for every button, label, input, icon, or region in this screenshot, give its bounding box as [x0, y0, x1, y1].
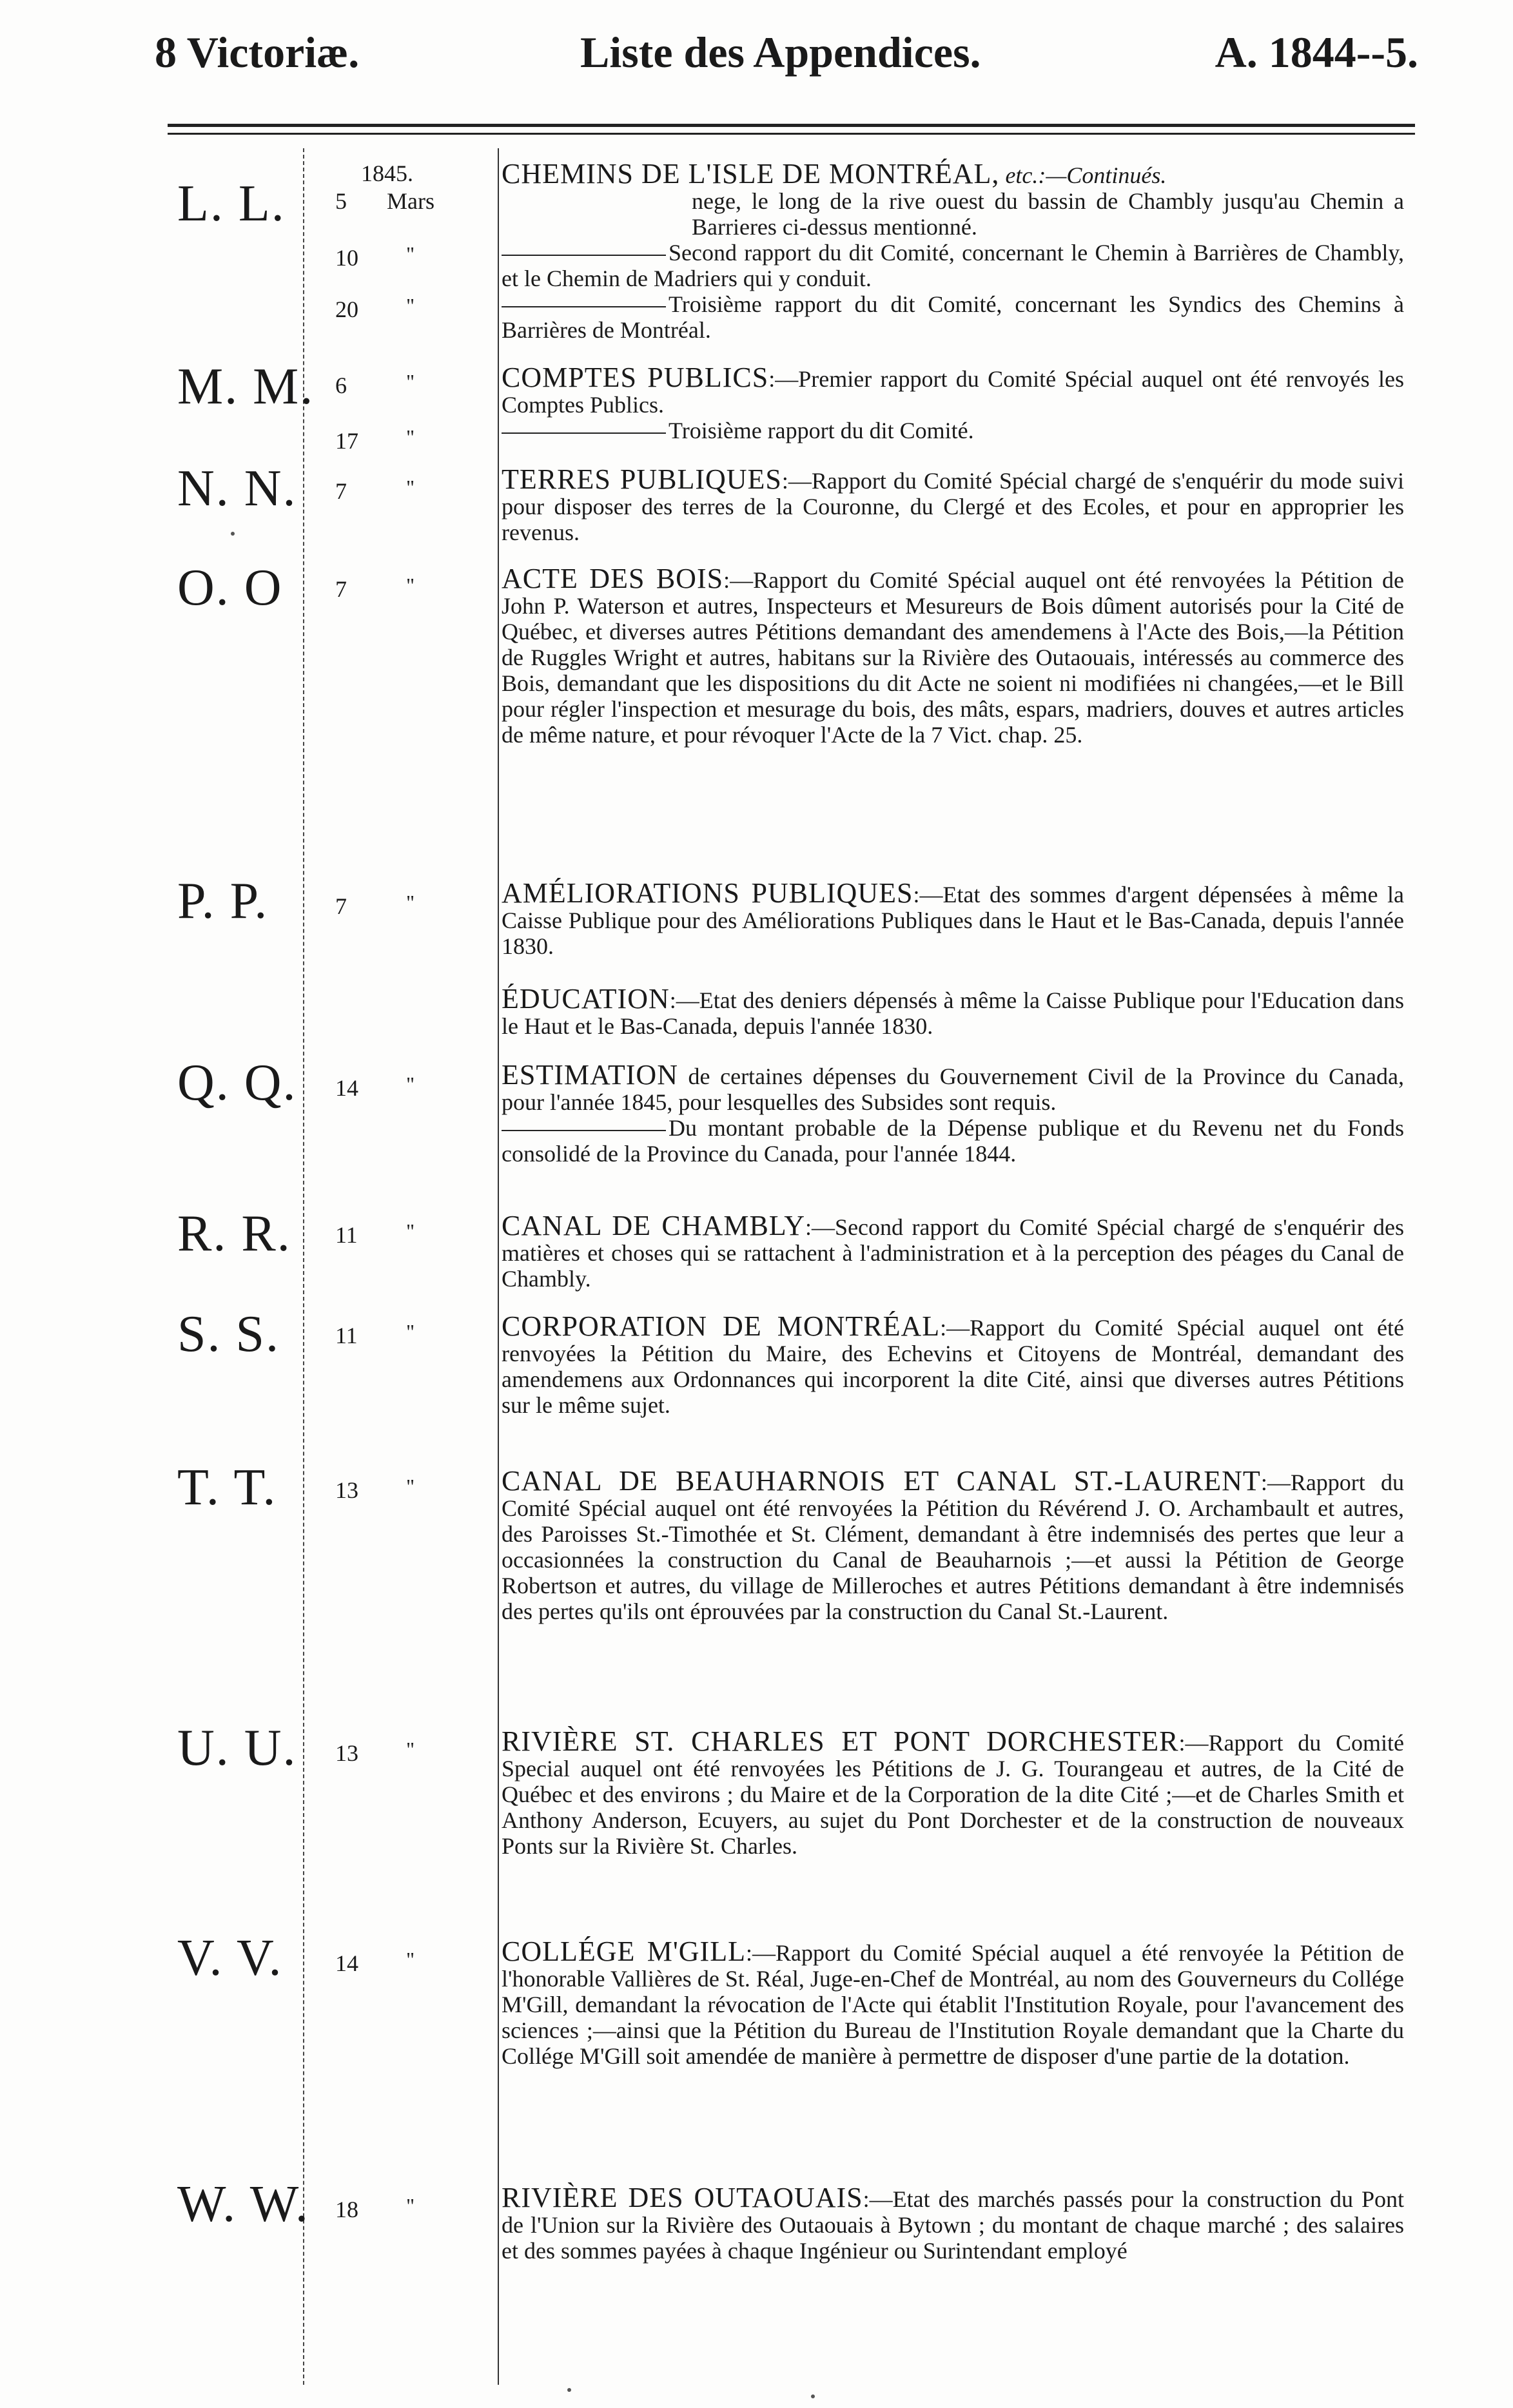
entry-line: :—Etat des sommes d'argent dépensées à même la Caisse Publique pour des Améliorations Publiques dans le Haut et le Bas-Canada, depuis l'année 1830. [502, 882, 1404, 959]
entry-text [502, 1059, 1404, 1167]
entry-text [502, 563, 1404, 748]
ink-spot [811, 2394, 815, 2398]
entry-line: :—Rapport du Comité Spécial auquel ont été renvoyées la Pétition du Révérend J. O. Archambault et autres, des Paroisses St.-Timothée et St. Clément, demandant à être indemnisés des pertes que leur a occasionnées la construction du Canal de Beauharnois ;—et aussi la Pétition de George Robertson et autres, du village de Milleroches et autres Pétitions demandant à être indemnisés des pertes qu'ils ont éprouvées par la construction du Canal St.-Laurent. [502, 1470, 1404, 1624]
entry-heading: CANAL DE BEAUHARNOIS ET CANAL ST.-LAURENT [502, 1465, 1261, 1497]
appendix-ref: W. W. [177, 2176, 309, 2233]
appendix-ref: S. S. [177, 1306, 280, 1363]
ditto-rule [502, 432, 666, 434]
entry-text [502, 1465, 1404, 1624]
header-rule-thin [168, 133, 1415, 135]
entry-heading-continued: etc.:—Continués. [1005, 162, 1167, 188]
entry-subitem [502, 291, 1404, 343]
entry-heading: CHEMINS DE L'ISLE DE MONTRÉAL, [502, 158, 1000, 189]
appendix-ref: P. P. [177, 873, 269, 929]
entry-month-ditto: " [406, 574, 415, 597]
entry-line: Troisième rapport du dit Comité. [669, 418, 974, 443]
entry-line: Du montant probable de la Dépense publique et du Revenu net du Fonds consolidé de la Province du Canada, pour l'année 1844. [502, 1115, 1404, 1167]
entry-heading: RIVIÈRE ST. CHARLES ET PONT DORCHESTER [502, 1725, 1179, 1757]
entry-month-ditto: " [406, 2194, 415, 2217]
appendix-ref: O. O [177, 559, 283, 616]
entry-day: 11 [335, 1323, 358, 1348]
entry-month-ditto: " [406, 891, 415, 914]
entry-month-ditto: " [406, 1475, 415, 1498]
appendix-ref: N. N. [177, 460, 297, 517]
ink-spot [567, 2388, 571, 2392]
entry-heading: CORPORATION DE MONTRÉAL [502, 1310, 941, 1342]
header-title: Liste des Appendices. [580, 28, 981, 77]
ditto-rule [502, 1130, 666, 1131]
entry-month-ditto: " [406, 242, 415, 266]
appendix-ref: L. L. [177, 175, 286, 232]
appendix-ref: Q. Q. [177, 1054, 297, 1111]
entry-day: 7 [335, 478, 347, 504]
entry-heading: CANAL DE CHAMBLY [502, 1210, 806, 1241]
ditto-rule [502, 255, 666, 256]
entry-line: Second rapport du dit Comité, concernant le Chemin à Barrières de Chambly, et le Chemin de Madriers qui y conduit. [502, 240, 1404, 291]
entry-day: 14 [335, 1950, 358, 1976]
entry-subitem [502, 240, 1404, 291]
entry-day: 5 [335, 188, 347, 214]
entry-text [502, 1210, 1405, 1292]
year-heading: 1845. [361, 160, 413, 186]
entry-month-ditto: " [406, 1738, 415, 1761]
entry-text [502, 362, 1404, 443]
entry-heading: TERRES PUBLIQUES [502, 463, 782, 495]
entry-text [502, 983, 1404, 1039]
entry-day: 11 [335, 1222, 358, 1248]
entry-line: :—Etat des deniers dépensés à même la Caisse Publique pour l'Education dans le Haut et le Bas-Canada, depuis l'année 1830. [502, 987, 1404, 1039]
appendix-ref: R. R. [177, 1205, 291, 1262]
entry-text [502, 2182, 1404, 2264]
appendix-ref: T. T. [177, 1459, 277, 1516]
entry-day: 10 [335, 245, 358, 271]
appendix-ref: V. V. [177, 1930, 283, 1986]
entry-day: 13 [335, 1740, 358, 1766]
entry-text [502, 877, 1404, 959]
entry-day: 7 [335, 576, 347, 602]
entry-heading: COLLÉGE M'GILL [502, 1936, 746, 1967]
entry-line: :—Rapport du Comité Spécial chargé de s'enquérir du mode suivi pour disposer des terres de la Couronne, du Clergé et des Ecoles, et pour en approprier les revenus. [502, 468, 1404, 545]
entry-line: :—Rapport du Comité Spécial auquel ont été renvoyées la Pétition du Maire, des Echevins et Citoyens de Montréal, demandant des amendemens aux Ordonnances qui incorporent la dite Cité, ainsi que diverses autres Pétitions sur le même sujet. [502, 1315, 1405, 1418]
entry-month-ditto: " [406, 370, 415, 393]
header-session: 8 Victoriæ. [155, 28, 360, 77]
entry-heading: ESTIMATION [502, 1059, 678, 1091]
entry-day: 20 [335, 296, 358, 322]
entry-day: 18 [335, 2197, 358, 2222]
entry-month-ditto: " [406, 294, 415, 317]
entry-line: :—Second rapport du Comité Spécial chargé de s'enquérir des matières et choses qui se rattachent à l'administration et à la perception des péages du Canal de Chambly. [502, 1214, 1405, 1292]
entry-text [502, 1936, 1404, 2069]
entry-text [502, 463, 1404, 545]
entry-month-ditto: " [406, 425, 415, 449]
entry-line: :—Premier rapport du Comité Spécial auquel ont été renvoyés les Comptes Publics. [502, 366, 1404, 418]
entry-line: :—Rapport du Comité Spécial auquel ont été renvoyées la Pétition de John P. Waterson et autres, Inspecteurs et Mesureurs de Bois dûment autorisés pour la Cité de Québec, et diverses autres Pétitions demandant des amendemens à l'Acte des Bois,—la Pétition de Ruggles Wright et autres, habitans sur la Rivière des Outaouais, intéressés au commerce des Bois, demandant que les dispositions du dit Acte ne soient ni modifiées ni changées,—et le Bill pour régler l'inspection et mesurage du bois, des mâts, espars, madriers, douves et autres articles de même nature, et pour révoquer l'Acte de la 7 Vict. chap. 25. [502, 567, 1404, 748]
header-rule-thick [168, 124, 1415, 127]
column-divider-dates [303, 148, 304, 2385]
entry-heading: AMÉLIORATIONS PUBLIQUES [502, 877, 913, 909]
entry-month: Mars [387, 188, 434, 214]
entry-month-ditto: " [406, 1073, 415, 1096]
entry-day: 6 [335, 373, 347, 398]
entry-line: :—Rapport du Comité Special auquel ont été renvoyées les Pétitions de J. G. Tourangeau et autres, de la Cité de Québec et des environs ; du Maire et de la Corporation de la dite Cité ;—et de Charles Smith et Anthony Anderson, Ecuyers, au sujet du Pont Dorchester et de la construction de nouveaux Ponts sur la Rivière St. Charles. [502, 1730, 1404, 1859]
entry-month-ditto: " [406, 1219, 415, 1243]
entry-month-ditto: " [406, 1948, 415, 1971]
entry-line: :—Rapport du Comité Spécial auquel a été renvoyée la Pétition de l'honorable Vallières de St. Réal, Juge-en-Chef de Montréal, au nom des Gouverneurs du Collége M'Gill, demandant la révocation de l'Acte qui établit l'Institution Royale, pour l'avancement des sciences ;—ainsi que la Pétition du Bureau de l'Institution Royale demandant que la Charte du Collége M'Gill soit amendée de manière à permettre de disposer d'une partie de la dotation. [502, 1940, 1404, 2069]
entry-subitem [502, 1115, 1404, 1167]
appendix-ref: U. U. [177, 1720, 297, 1776]
entry-line: Troisième rapport du dit Comité, concernant les Syndics des Chemins à Barrières de Montréal. [502, 291, 1404, 343]
entry-day: 17 [335, 428, 358, 454]
entry-subitem [502, 418, 1404, 443]
header-year: A. 1844--5. [1215, 28, 1418, 77]
entry-heading: RIVIÈRE DES OUTAOUAIS [502, 2182, 863, 2213]
entry-heading: ACTE DES BOIS [502, 563, 724, 594]
running-header [155, 27, 1418, 85]
entry-line: nege, le long de la rive ouest du bassin de Chambly jusqu'au Chemin a Barrieres ci-dessus mentionné. [692, 188, 1404, 240]
entry-heading: ÉDUCATION [502, 983, 670, 1015]
entry-month-ditto: " [406, 1320, 415, 1343]
entry-text [502, 158, 1404, 343]
entry-line: de certaines dépenses du Gouvernement Civil de la Province du Canada, pour l'année 1845, pour lesquelles des Subsides sont requis. [502, 1063, 1404, 1115]
appendix-ref: M. M. [177, 358, 315, 415]
entry-text [502, 1725, 1404, 1859]
entry-text [502, 1310, 1405, 1418]
ditto-rule [502, 306, 666, 307]
column-divider-text [498, 148, 499, 2385]
entry-day: 14 [335, 1075, 358, 1101]
entry-month-ditto: " [406, 476, 415, 499]
entry-line: :—Etat des marchés passés pour la construction du Pont de l'Union sur la Rivière des Outaouais à Bytown ; du montant de chaque marché ; des salaires et des sommes payées à chaque Ingénieur ou Surintendant employé [502, 2186, 1404, 2264]
ink-spot [231, 532, 235, 536]
entry-day: 13 [335, 1477, 358, 1503]
entry-heading: COMPTES PUBLICS [502, 362, 769, 393]
entry-day: 7 [335, 893, 347, 919]
